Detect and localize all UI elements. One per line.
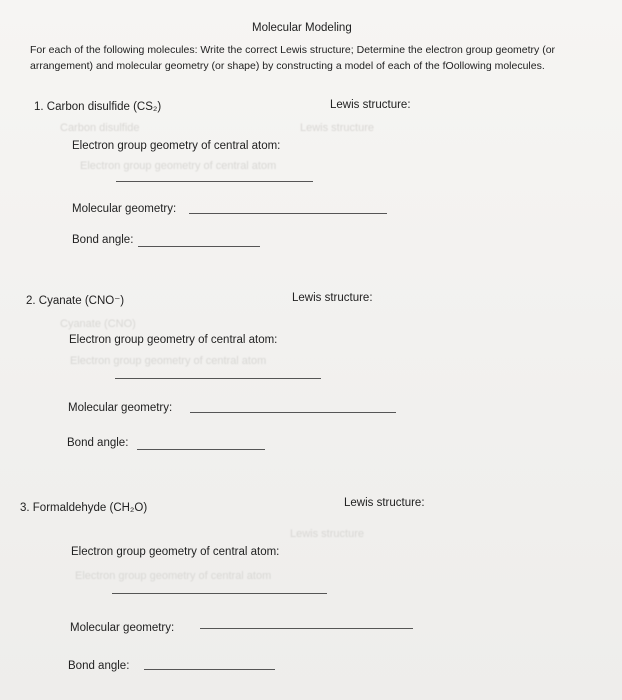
electron-geometry-answer-line[interactable]	[115, 378, 321, 379]
electron-geometry-answer-line[interactable]	[112, 593, 327, 594]
lewis-structure-label: Lewis structure:	[330, 99, 411, 111]
lewis-structure-label: Lewis structure:	[292, 292, 373, 304]
bleed-through-text: Lewis structure	[290, 528, 364, 540]
bleed-through-text: Carbon disulfide	[60, 122, 140, 134]
bond-angle-answer-line[interactable]	[138, 246, 260, 247]
electron-geometry-label: Electron group geometry of central atom:	[72, 140, 281, 152]
bond-angle-label: Bond angle:	[72, 234, 134, 246]
molecular-geometry-label: Molecular geometry:	[68, 402, 173, 414]
bleed-through-text: Electron group geometry of central atom	[70, 355, 267, 367]
bond-angle-label: Bond angle:	[67, 437, 129, 449]
bleed-through-text: Electron group geometry of central atom	[75, 570, 272, 582]
bond-angle-answer-line[interactable]	[144, 669, 275, 670]
page-title: Molecular Modeling	[252, 22, 352, 34]
lewis-structure-label: Lewis structure:	[344, 497, 425, 509]
bond-angle-answer-line[interactable]	[137, 449, 265, 450]
molecular-geometry-answer-line[interactable]	[200, 628, 413, 629]
bond-angle-label: Bond angle:	[68, 660, 130, 672]
bleed-through-text: Electron group geometry of central atom	[80, 160, 277, 172]
question-heading: 3. Formaldehyde (CH₂O)	[20, 502, 148, 514]
question-heading: 1. Carbon disulfide (CS₂)	[34, 101, 162, 113]
molecular-geometry-label: Molecular geometry:	[70, 622, 175, 634]
molecular-geometry-answer-line[interactable]	[189, 213, 387, 214]
question-heading: 2. Cyanate (CNO⁻)	[26, 295, 125, 307]
molecular-geometry-answer-line[interactable]	[190, 412, 396, 413]
electron-geometry-label: Electron group geometry of central atom:	[69, 334, 278, 346]
electron-geometry-answer-line[interactable]	[116, 181, 313, 182]
molecular-geometry-label: Molecular geometry:	[72, 203, 177, 215]
bleed-through-text: Lewis structure	[300, 122, 374, 134]
electron-geometry-label: Electron group geometry of central atom:	[71, 546, 280, 558]
bleed-through-text: Cyanate (CNO)	[60, 318, 136, 330]
instructions-paragraph: For each of the following molecules: Write the correct Lewis structure; Determine the electron group geometry (or arrangement) and molecular geometry (or shape) by constructing a model of each of the fOollowing molecules.	[30, 44, 556, 72]
